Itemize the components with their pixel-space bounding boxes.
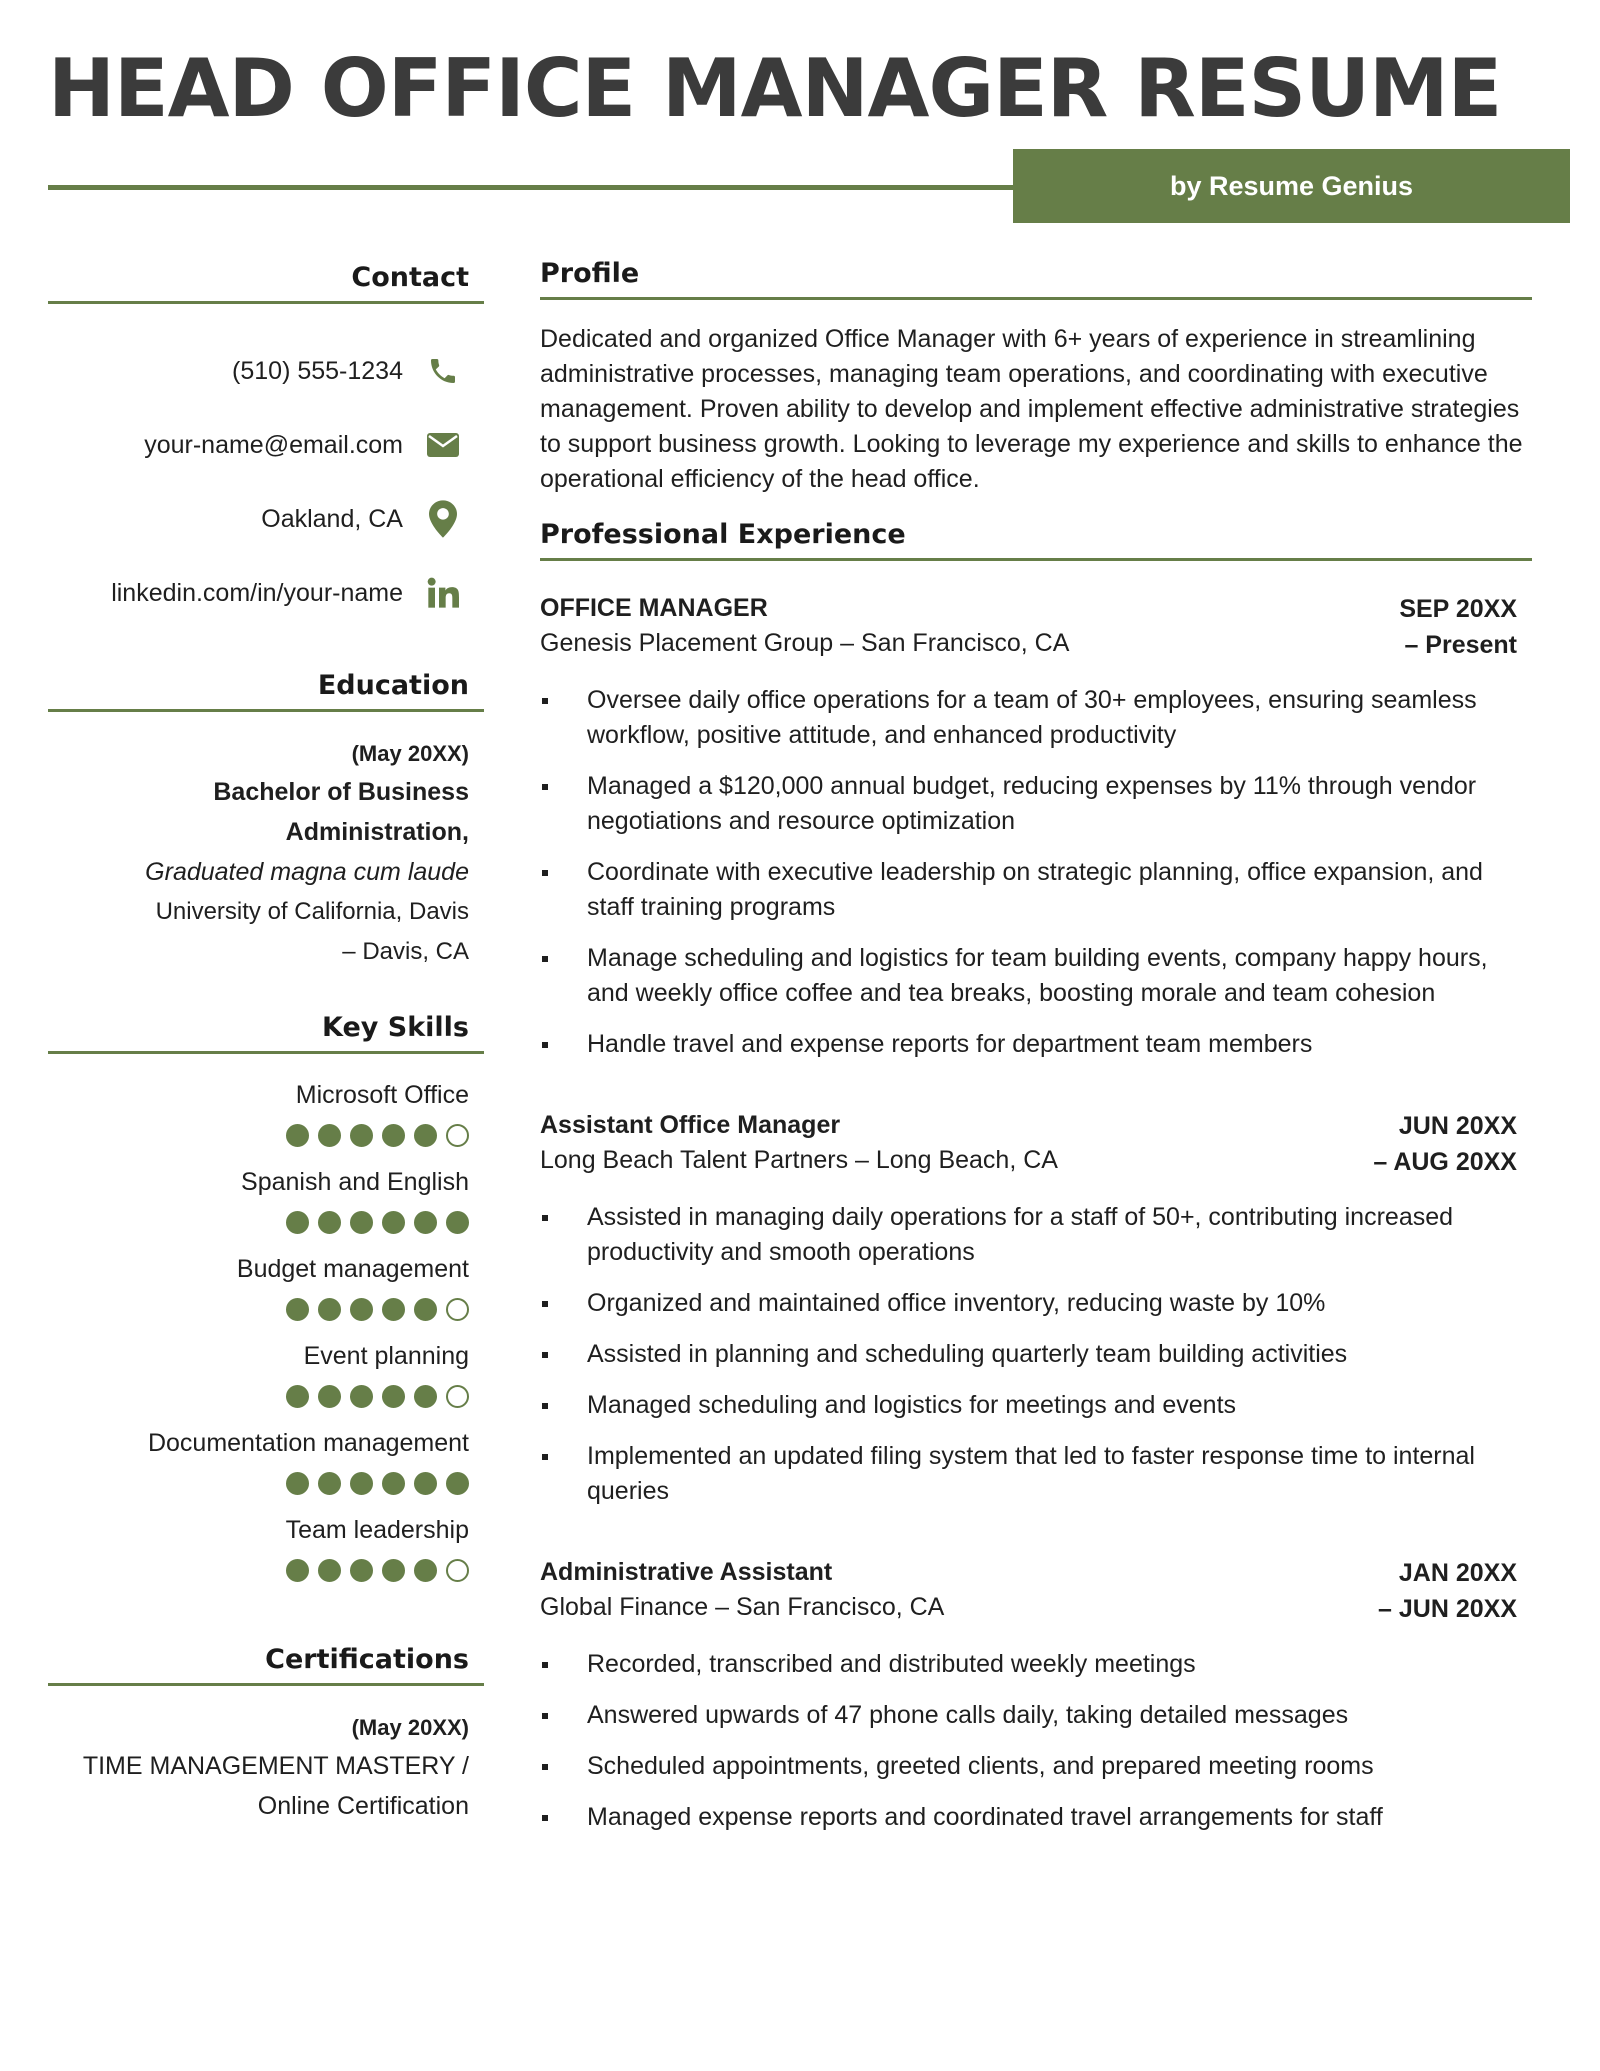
job-bullets [540,683,1532,1062]
skill-name: Microsoft Office [295,1081,469,1109]
profile-summary: Dedicated and organized Office Manager with 6+ years of experience in streamlining administrative processes, managing team operations, and coordinating with executive management. Proven ability to develop and implement effective administrative strategies to support business growth. Looking to leverage my experience and skills to enhance the operational efficiency of the head office. [540,325,1523,493]
skill-rating [48,1559,469,1582]
job-bullet: Managed scheduling and logistics for meetings and events [540,1388,1532,1423]
job-date-start: JAN 20XX [1398,1559,1517,1587]
rating-dot-filled [382,1211,405,1234]
job-info [540,1555,944,1625]
rating-dot-filled [318,1385,341,1408]
skill-name: Team leadership [285,1516,469,1544]
job-info [540,591,1069,661]
rating-dot-filled [414,1298,437,1321]
skill-item [48,1426,469,1495]
rating-dot-filled [350,1211,373,1234]
job-title: Administrative Assistant [540,1558,833,1586]
right-column [540,258,1532,1851]
rating-dot-filled [382,1559,405,1582]
skill-item [48,1513,469,1582]
skills-list [48,1054,484,1582]
rating-dot-filled [382,1385,405,1408]
contact-linkedin-row [48,556,484,630]
rating-dot-filled [286,1385,309,1408]
rating-dot-filled [350,1472,373,1495]
skill-name: Spanish and English [241,1168,469,1196]
rating-dot-filled [414,1124,437,1147]
contact-heading: Contact [48,262,484,304]
location-pin-icon [425,501,461,537]
job-dates [1399,591,1517,663]
skill-name: Budget management [236,1255,469,1283]
job-bullets [540,1647,1532,1835]
rating-dot-filled [350,1298,373,1321]
certification-name-line1: TIME MANAGEMENT MASTERY / [82,1752,469,1780]
certification-name-line2: Online Certification [257,1792,469,1820]
skill-rating [48,1124,469,1147]
job-title: OFFICE MANAGER [540,594,768,622]
rating-dot-filled [318,1559,341,1582]
education-heading: Education [48,670,484,712]
job-date-start: SEP 20XX [1399,595,1517,623]
left-column [48,262,484,1826]
contact-email-row [48,408,484,482]
job-company: Genesis Placement Group – San Francisco, CA [540,629,1070,657]
job-bullet: Managed expense reports and coordinated travel arrangements for staff [540,1800,1532,1835]
rating-dot-filled [318,1298,341,1321]
certification-date: (May 20XX) [351,1715,469,1740]
certification-block [48,1686,484,1826]
job-bullet: Managed a $120,000 annual budget, reducing expenses by 11% through vendor negotiations and resource optimization [540,769,1532,839]
rating-dot-filled [350,1124,373,1147]
contact-linkedin: linkedin.com/in/your-name [111,578,403,607]
job-date-end: – JUN 20XX [1378,1595,1517,1623]
skills-heading: Key Skills [48,1012,484,1054]
job-bullet: Scheduled appointments, greeted clients, and prepared meeting rooms [540,1749,1532,1784]
job-date-end: – AUG 20XX [1373,1148,1517,1176]
rating-dot-filled [382,1472,405,1495]
contact-list [48,304,484,630]
contact-phone-row [48,334,484,408]
education-place: – Davis, CA [342,938,469,965]
job-header [540,1555,1532,1627]
education-degree-line1: Bachelor of Business [213,778,469,806]
rating-dot-filled [350,1559,373,1582]
job-entry [540,1078,1532,1509]
resume-title: HEAD OFFICE MANAGER RESUME [48,42,1502,135]
rating-dot-empty [446,1385,469,1408]
job-entry [540,1525,1532,1835]
job-bullet: Assisted in managing daily operations for a staff of 50+, contributing increased productivity and smooth operations [540,1200,1532,1270]
job-bullet: Coordinate with executive leadership on strategic planning, office expansion, and staff training programs [540,855,1532,925]
email-icon [425,427,461,463]
job-company: Long Beach Talent Partners – Long Beach, CA [540,1146,1058,1174]
job-header [540,591,1532,663]
rating-dot-filled [414,1211,437,1234]
rating-dot-empty [446,1298,469,1321]
linkedin-icon [425,575,461,611]
job-dates [1373,1108,1517,1180]
job-bullet: Implemented an updated filing system that led to faster response time to internal queries [540,1439,1532,1509]
profile-heading: Profile [540,258,1532,300]
job-bullet: Assisted in planning and scheduling quarterly team building activities [540,1337,1532,1372]
experience-heading: Professional Experience [540,519,1532,561]
job-bullet: Recorded, transcribed and distributed weekly meetings [540,1647,1532,1682]
education-block [48,712,484,972]
job-date-start: JUN 20XX [1398,1112,1517,1140]
rating-dot-filled [286,1298,309,1321]
rating-dot-filled [286,1124,309,1147]
experience-list [540,561,1532,1835]
contact-email: your-name@email.com [144,430,403,459]
rating-dot-filled [446,1211,469,1234]
job-company: Global Finance – San Francisco, CA [540,1593,945,1621]
rating-dot-filled [350,1385,373,1408]
job-bullet: Oversee daily office operations for a team of 30+ employees, ensuring seamless workflow, positive attitude, and enhanced productivity [540,683,1532,753]
contact-phone: (510) 555-1234 [232,356,403,385]
rating-dot-filled [286,1211,309,1234]
skill-name: Documentation management [147,1429,469,1457]
job-bullet: Organized and maintained office inventory, reducing waste by 10% [540,1286,1532,1321]
rating-dot-filled [382,1298,405,1321]
rating-dot-filled [318,1211,341,1234]
skill-rating [48,1385,469,1408]
rating-dot-filled [382,1124,405,1147]
job-entry [540,561,1532,1062]
job-header [540,1108,1532,1180]
contact-location: Oakland, CA [261,504,403,533]
education-date: (May 20XX) [351,741,469,766]
education-school: University of California, Davis [155,898,469,925]
skill-item [48,1252,469,1321]
skill-item [48,1165,469,1234]
skill-name: Event planning [303,1342,469,1370]
skill-rating [48,1211,469,1234]
rating-dot-filled [286,1559,309,1582]
rating-dot-filled [286,1472,309,1495]
job-info [540,1108,1058,1178]
rating-dot-filled [414,1472,437,1495]
job-bullet: Handle travel and expense reports for department team members [540,1027,1532,1062]
job-title: Assistant Office Manager [540,1111,841,1139]
rating-dot-empty [446,1124,469,1147]
rating-dot-filled [414,1385,437,1408]
skill-rating [48,1298,469,1321]
job-dates [1378,1555,1517,1627]
education-honors: Graduated magna cum laude [145,858,469,886]
title-divider [48,185,1013,190]
rating-dot-empty [446,1559,469,1582]
job-bullet: Answered upwards of 47 phone calls daily, taking detailed messages [540,1698,1532,1733]
job-bullets [540,1200,1532,1509]
byline-banner: by Resume Genius [1013,149,1570,223]
certifications-heading: Certifications [48,1644,484,1686]
skill-item [48,1078,469,1147]
education-degree-line2: Administration, [285,818,469,846]
rating-dot-filled [318,1124,341,1147]
phone-icon [425,353,461,389]
rating-dot-filled [446,1472,469,1495]
job-bullet: Manage scheduling and logistics for team building events, company happy hours, and weekly office coffee and tea breaks, boosting morale and team cohesion [540,941,1532,1011]
rating-dot-filled [318,1472,341,1495]
rating-dot-filled [414,1559,437,1582]
skill-item [48,1339,469,1408]
job-date-end: – Present [1404,631,1517,659]
contact-location-row [48,482,484,556]
skill-rating [48,1472,469,1495]
